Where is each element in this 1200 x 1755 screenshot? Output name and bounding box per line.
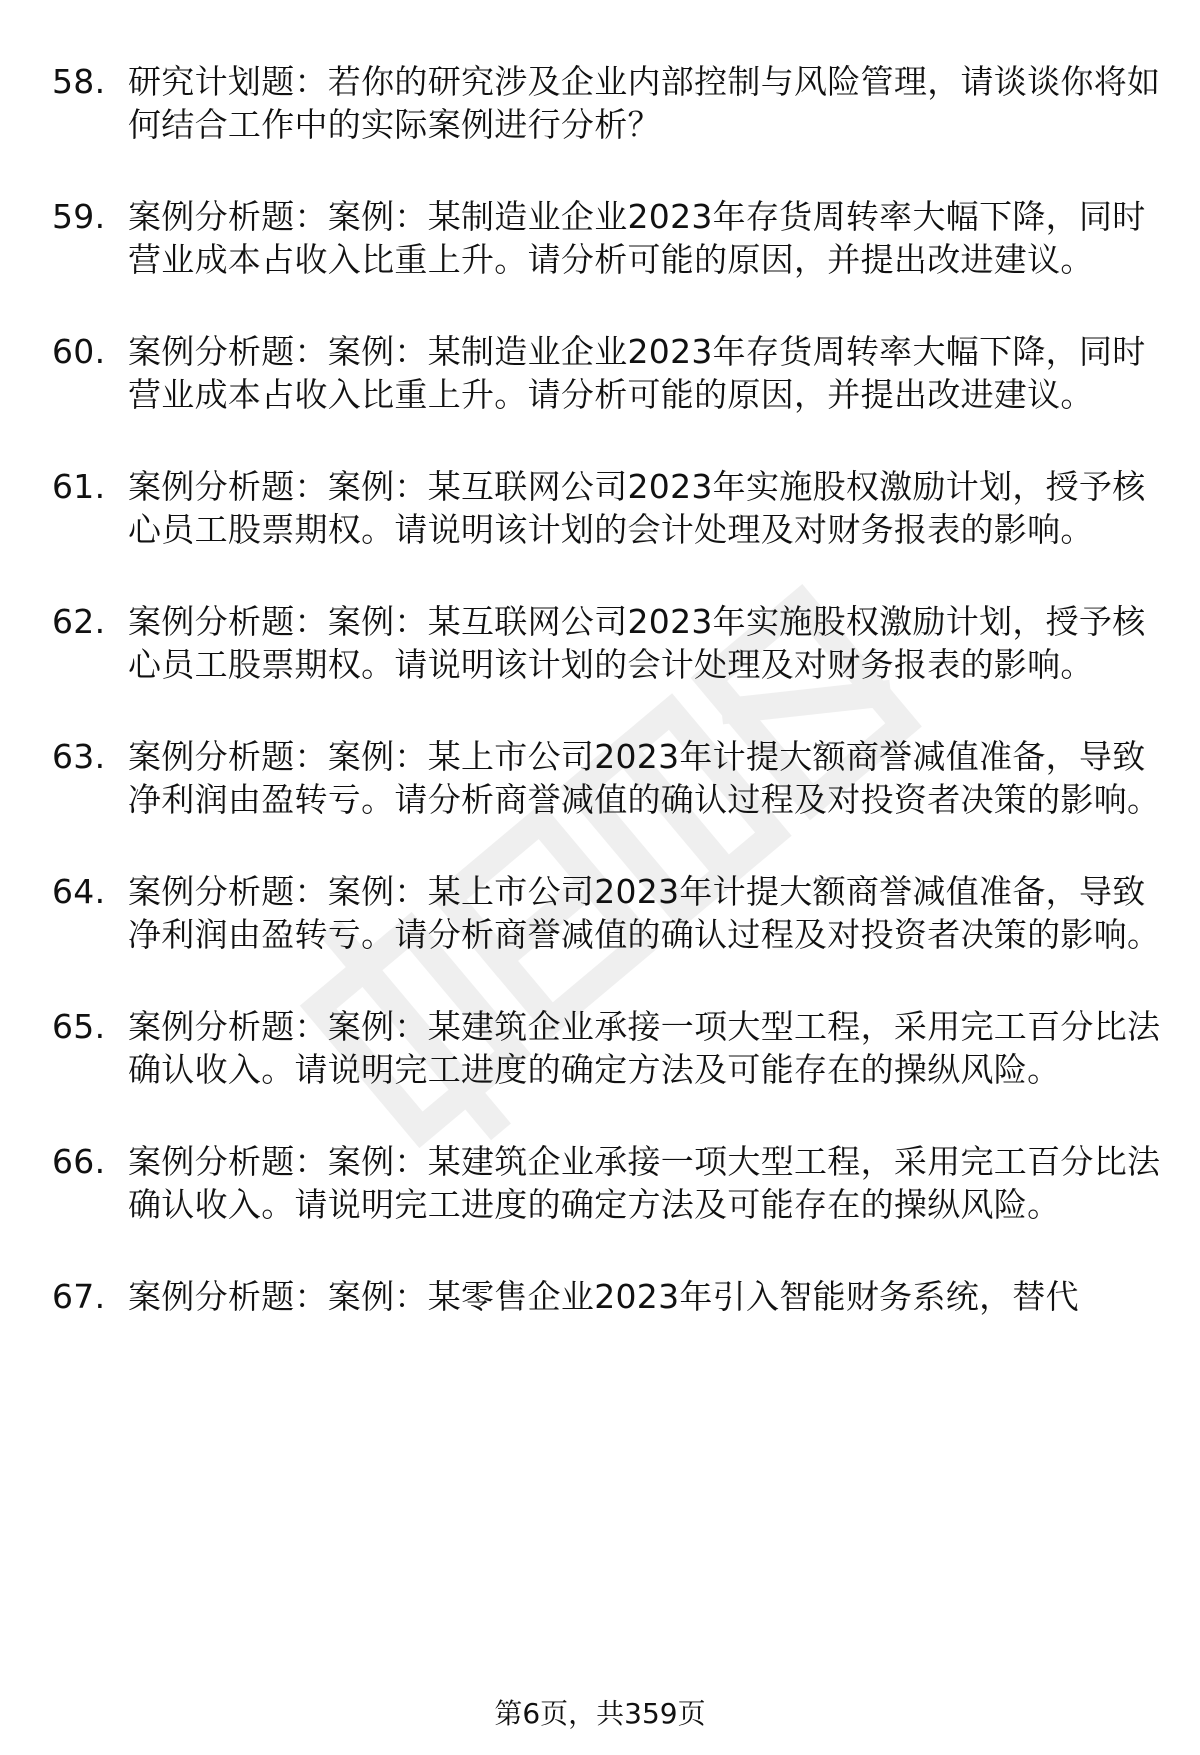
question-text: 案例分析题：案例：某零售企业2023年引入智能财务系统，替代: [128, 1277, 1079, 1316]
question-item: [52, 195, 1162, 281]
question-number: 64.: [52, 872, 106, 911]
question-item: [52, 870, 1162, 956]
question-list: [52, 60, 1162, 1367]
question-number: 67.: [52, 1277, 106, 1316]
question-number: 62.: [52, 602, 106, 641]
question-item: [52, 1275, 1162, 1318]
question-item: [52, 60, 1162, 146]
question-text: 案例分析题：案例：某建筑企业承接一项大型工程，采用完工百分比法确认收入。请说明完工进度的确定方法及可能存在的操纵风险。: [128, 1007, 1161, 1089]
question-item: [52, 465, 1162, 551]
question-text: 案例分析题：案例：某上市公司2023年计提大额商誉减值准备，导致净利润由盈转亏。请分析商誉减值的确认过程及对投资者决策的影响。: [128, 872, 1161, 954]
question-text: 案例分析题：案例：某制造业企业2023年存货周转率大幅下降，同时营业成本占收入比重上升。请分析可能的原因，并提出改进建议。: [128, 332, 1146, 414]
question-text: 案例分析题：案例：某上市公司2023年计提大额商誉减值准备，导致净利润由盈转亏。请分析商誉减值的确认过程及对投资者决策的影响。: [128, 737, 1161, 819]
question-number: 63.: [52, 737, 106, 776]
question-text: 案例分析题：案例：某互联网公司2023年实施股权激励计划，授予核心员工股票期权。请说明该计划的会计处理及对财务报表的影响。: [128, 602, 1146, 684]
question-item: [52, 735, 1162, 821]
question-item: [52, 330, 1162, 416]
question-number: 65.: [52, 1007, 106, 1046]
question-number: 60.: [52, 332, 106, 371]
question-item: [52, 600, 1162, 686]
question-item: [52, 1140, 1162, 1226]
question-text: 案例分析题：案例：某建筑企业承接一项大型工程，采用完工百分比法确认收入。请说明完工进度的确定方法及可能存在的操纵风险。: [128, 1142, 1161, 1224]
question-number: 66.: [52, 1142, 106, 1181]
question-text: 案例分析题：案例：某制造业企业2023年存货周转率大幅下降，同时营业成本占收入比重上升。请分析可能的原因，并提出改进建议。: [128, 197, 1146, 279]
question-text: 研究计划题：若你的研究涉及企业内部控制与风险管理，请谈谈你将如何结合工作中的实际案例进行分析？: [128, 62, 1161, 144]
question-number: 61.: [52, 467, 106, 506]
question-item: [52, 1005, 1162, 1091]
question-number: 58.: [52, 62, 106, 101]
question-text: 案例分析题：案例：某互联网公司2023年实施股权激励计划，授予核心员工股票期权。请说明该计划的会计处理及对财务报表的影响。: [128, 467, 1146, 549]
question-number: 59.: [52, 197, 106, 236]
page-number-footer: 第6页，共359页: [494, 1697, 706, 1730]
